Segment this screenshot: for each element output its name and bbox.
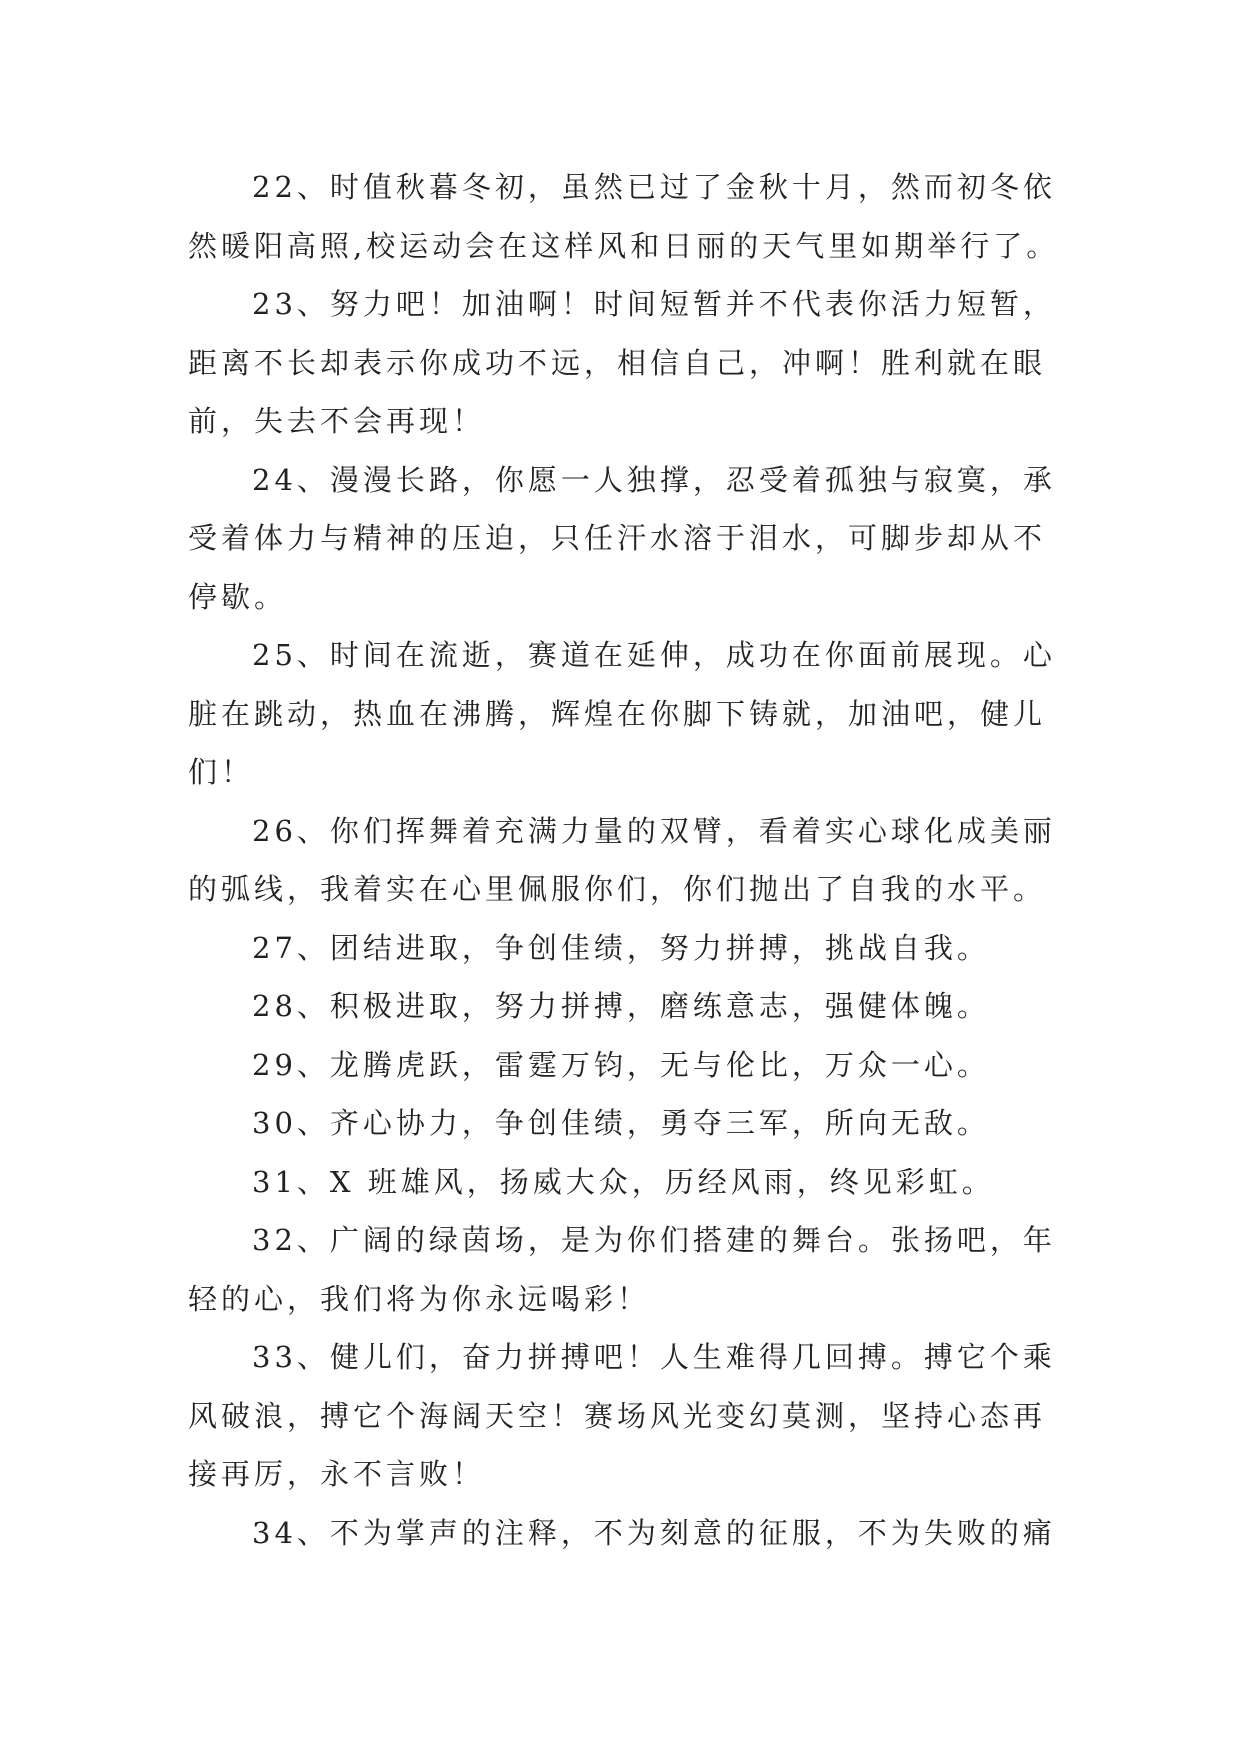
paragraph-23: 23、努力吧！加油啊！时间短暂并不代表你活力短暂，距离不长却表示你成功不远，相信自己，冲啊！胜利就在眼前，失去不会再现！ (188, 287, 1056, 438)
paragraph-32: 32、广阔的绿茵场，是为你们搭建的舞台。张扬吧，年轻的心，我们将为你永远喝彩！ (188, 1223, 1056, 1316)
paragraph-27: 27、团结进取，争创佳绩，努力拼搏，挑战自我。 (252, 930, 990, 965)
paragraph-24: 24、漫漫长路，你愿一人独撑，忍受着孤独与寂寞，承受着体力与精神的压迫，只任汗水溶于泪水，可脚步却从不停歇。 (188, 462, 1056, 614)
paragraph-30: 30、齐心协力，争创佳绩，勇夺三军，所向无敌。 (252, 1106, 990, 1140)
paragraph-34: 34、不为掌声的注释，不为刻意的征服，不为失败的痛 (252, 1515, 1056, 1550)
paragraph-29: 29、龙腾虎跃，雷霆万钧，无与伦比，万众一心。 (252, 1047, 990, 1082)
paragraph-33: 33、健儿们，奋力拼搏吧！人生难得几回搏。搏它个乘风破浪，搏它个海阔天空！赛场风光变幻莫测，坚持心态再接再厉，永不言败！ (188, 1340, 1056, 1491)
paragraph-25: 25、时间在流逝，赛道在延伸，成功在你面前展现。心脏在跳动，热血在沸腾，辉煌在你脚下铸就，加油吧，健儿们！ (188, 638, 1056, 789)
paragraph-28: 28、积极进取，努力拼搏，磨练意志，强健体魄。 (252, 989, 990, 1023)
paragraph-22: 22、时值秋暮冬初，虽然已过了金秋十月，然而初冬依然暖阳高照,校运动会在这样风和日丽的天气里如期举行了。 (188, 170, 1060, 263)
document-body (188, 158, 1078, 1562)
paragraph-26: 26、你们挥舞着充满力量的双臂，看着实心球化成美丽的弧线，我着实在心里佩服你们，你们抛出了自我的水平。 (188, 813, 1056, 906)
paragraph-31: 31、X 班雄风，扬威大众，历经风雨，终见彩虹。 (252, 1164, 995, 1199)
